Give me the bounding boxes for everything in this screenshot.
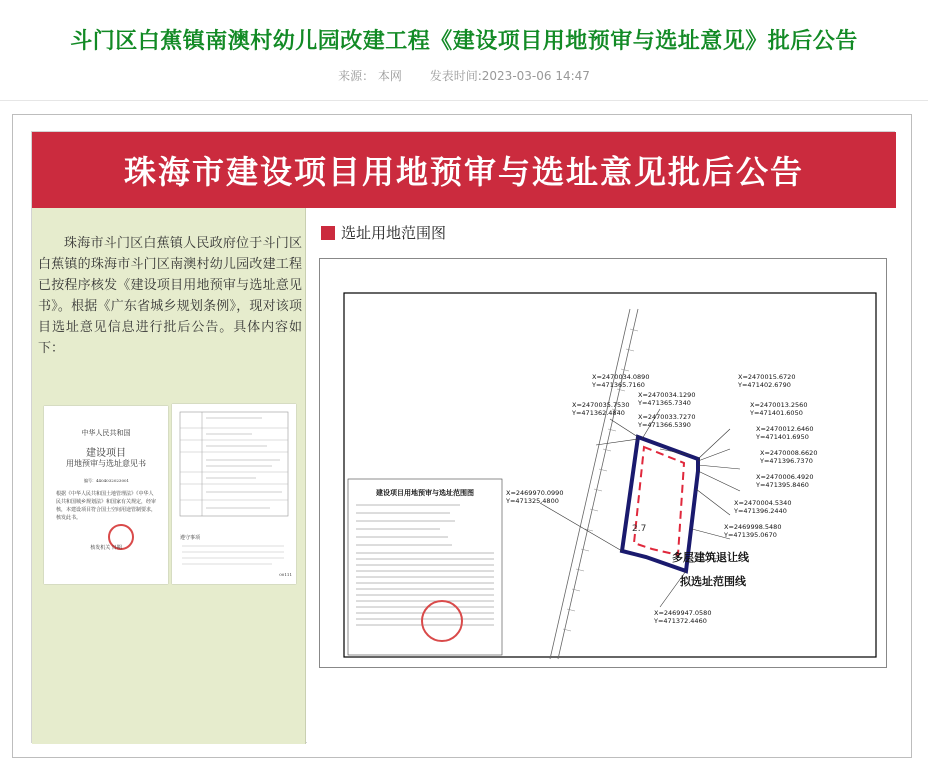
- notice-image-frame: [12, 114, 912, 758]
- approval-document-form: [172, 404, 296, 584]
- site-area-label: 2.7: [632, 524, 647, 534]
- coord-13-y: Y=471372.4460: [654, 617, 707, 625]
- section-marker-icon: [321, 226, 335, 240]
- coord-9-x: X=2470006.4920: [756, 473, 814, 481]
- coord-10-x: X=2469970.0990: [506, 489, 564, 497]
- title-divider: [0, 100, 928, 101]
- setback-line-label: 多层建筑退让线: [672, 551, 749, 564]
- boundary-line-label: 拟选址范围线: [680, 575, 746, 588]
- notice-poster: [31, 131, 895, 743]
- doc1-number: 编号：4404032023001: [84, 478, 130, 483]
- coord-12-x: X=2469998.5480: [724, 523, 782, 531]
- coord-3-y: Y=471362.4840: [572, 409, 625, 417]
- coord-10-y: Y=471325.4800: [506, 497, 559, 505]
- doc1-body: 根据《中华人民共和国土地管理法》《中华人民共和国城乡规划法》和国家有关规定，经审核，本建设项目符合国土空间用途管制要求，核发此书。: [56, 491, 157, 521]
- coord-4-y: Y=471366.5390: [638, 421, 691, 429]
- coord-11-x: X=2470004.5340: [734, 499, 792, 507]
- site-map-panel: [307, 208, 896, 744]
- coord-8-y: Y=471396.7370: [760, 457, 813, 465]
- coord-9-y: Y=471395.8460: [756, 481, 809, 489]
- article-title: 斗门区白蕉镇南澳村幼儿园改建工程《建设项目用地预审与选址意见》批后公告: [70, 29, 858, 54]
- doc1-title-line2: 用地预审与选址意见书: [66, 459, 146, 468]
- site-plan-map: [319, 258, 887, 668]
- section-heading: [321, 222, 446, 243]
- doc1-header: 中华人民共和国: [81, 429, 131, 437]
- coord-5-x: X=2470015.6720: [738, 373, 796, 381]
- coord-4-x: X=2470033.7270: [638, 413, 696, 421]
- coord-3-x: X=2470035.7530: [572, 401, 630, 409]
- coord-8-x: X=2470008.6620: [760, 449, 818, 457]
- coord-1-x: X=2470034.0890: [592, 373, 650, 381]
- poster-banner: 珠海市建设项目用地预审与选址意见批后公告: [32, 132, 896, 208]
- source-label: 来源： 本网: [338, 69, 402, 83]
- section-heading-text: 选址用地范围图: [341, 224, 447, 242]
- form-table-graphic: [172, 404, 296, 584]
- doc2-notice-title: 遵守事项: [180, 535, 201, 541]
- coord-2-x: X=2470034.1290: [638, 391, 696, 399]
- site-plan-drawing: [320, 259, 886, 667]
- doc1-footer: 核发机关 日期: [90, 545, 122, 551]
- intro-panel: [32, 208, 306, 744]
- doc1-title-line1: 建设项目: [86, 448, 126, 459]
- coord-6-x: X=2470013.2560: [750, 401, 808, 409]
- plan-title: 建设项目用地预审与选址范围图: [376, 489, 474, 497]
- intro-text: 珠海市斗门区白蕉镇人民政府位于斗门区白蕉镇的珠海市斗门区南澳村幼儿园改建工程已按程序核发《建设项目用地预审与选址意见书》。根据《广东省城乡规划条例》，现对该项目选址意见信息进行批后公告。具体内容如下：: [38, 236, 302, 356]
- publish-time: 发表时间:2023-03-06 14:47: [429, 69, 590, 83]
- coord-7-x: X=2470012.6460: [756, 425, 814, 433]
- doc2-code: 00111: [279, 572, 292, 577]
- coord-2-y: Y=471365.7340: [638, 399, 691, 407]
- article-meta: [0, 67, 928, 84]
- coord-13-x: X=2469947.0580: [654, 609, 712, 617]
- coord-7-y: Y=471401.6950: [756, 433, 809, 441]
- coord-5-y: Y=471402.6790: [738, 381, 791, 389]
- coord-6-y: Y=471401.6050: [750, 409, 803, 417]
- coord-1-y: Y=471365.7160: [592, 381, 645, 389]
- coord-12-y: Y=471395.0670: [724, 531, 777, 539]
- coord-11-y: Y=471396.2440: [734, 507, 787, 515]
- approval-document-cover: [44, 406, 168, 584]
